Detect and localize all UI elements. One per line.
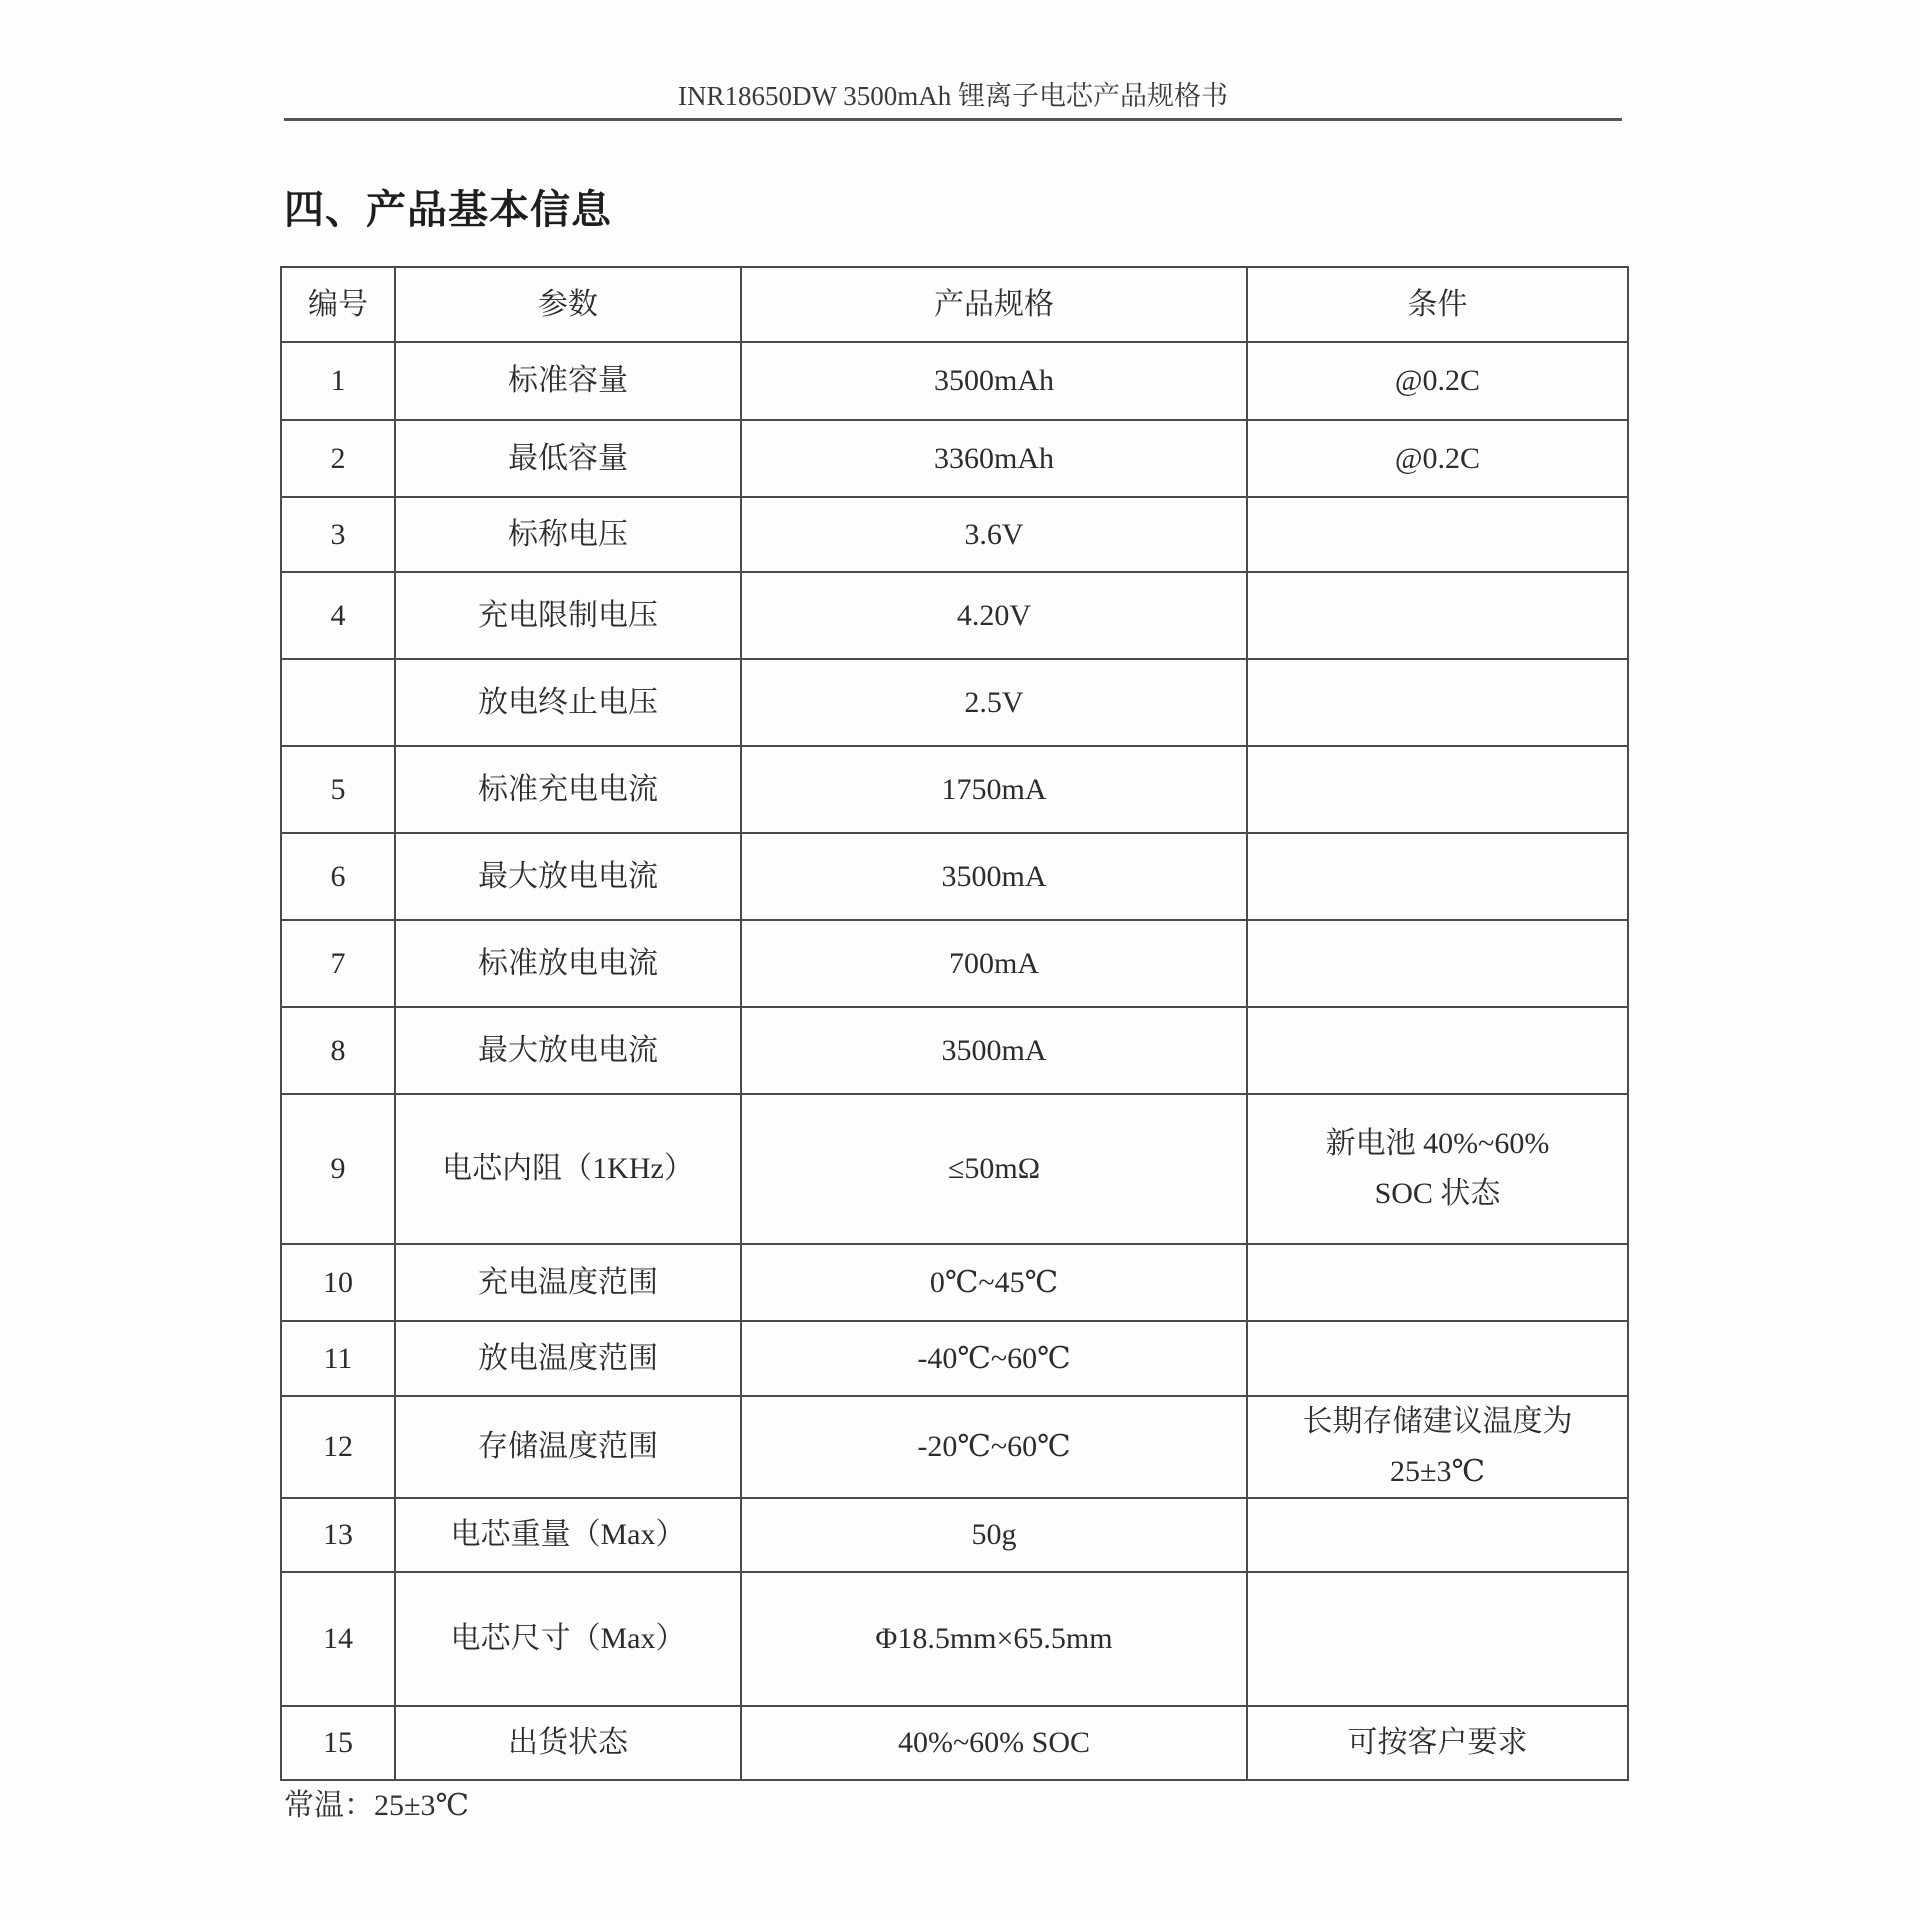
cell-spec: 700mA [741, 920, 1247, 1007]
cell-spec: -20℃~60℃ [741, 1396, 1247, 1498]
table-row [281, 342, 1628, 420]
cell-param: 标准充电电流 [395, 746, 741, 833]
cell-cond [1247, 497, 1628, 572]
page-header: INR18650DW 3500mAh 锂离子电芯产品规格书 [284, 70, 1622, 121]
cell-no [281, 659, 395, 746]
cell-spec: -40℃~60℃ [741, 1321, 1247, 1396]
cell-param: 放电温度范围 [395, 1321, 741, 1396]
footnote: 常温：25±3℃ [284, 1789, 470, 1822]
cell-param: 标称电压 [395, 497, 741, 572]
table-row [281, 1572, 1628, 1706]
cell-no: 4 [281, 572, 395, 659]
cell-no: 6 [281, 833, 395, 920]
table-row [281, 1498, 1628, 1572]
cell-no: 12 [281, 1396, 395, 1498]
cell-cond [1247, 659, 1628, 746]
cell-spec: 2.5V [741, 659, 1247, 746]
cell-cond [1247, 746, 1628, 833]
section-title: 四、产品基本信息 [284, 187, 612, 233]
cell-cond [1247, 1572, 1628, 1706]
table-header-row [281, 267, 1628, 342]
table-row [281, 659, 1628, 746]
cell-cond [1247, 1396, 1628, 1498]
cell-spec: Φ18.5mm×65.5mm [741, 1572, 1247, 1706]
cell-no: 15 [281, 1706, 395, 1780]
cell-spec: 3360mAh [741, 420, 1247, 497]
cell-param: 最大放电电流 [395, 1007, 741, 1094]
cell-spec: 3500mAh [741, 342, 1247, 420]
cell-no: 9 [281, 1094, 395, 1244]
cell-param: 标准放电电流 [395, 920, 741, 1007]
column-header-spec: 产品规格 [741, 267, 1247, 342]
table-row [281, 1007, 1628, 1094]
table-row [281, 1396, 1628, 1498]
cell-no: 8 [281, 1007, 395, 1094]
cell-spec: ≤50mΩ [741, 1094, 1247, 1244]
cell-cond [1247, 572, 1628, 659]
cell-spec: 40%~60% SOC [741, 1706, 1247, 1780]
cell-cond-line: 25±3℃ [1389, 1455, 1486, 1488]
cell-cond [1247, 1007, 1628, 1094]
spec-table [280, 266, 1629, 1781]
cell-no: 13 [281, 1498, 395, 1572]
cell-param: 放电终止电压 [395, 659, 741, 746]
cell-cond: @0.2C [1247, 342, 1628, 420]
cell-param: 电芯尺寸（Max） [395, 1572, 741, 1706]
cell-spec: 3500mA [741, 833, 1247, 920]
cell-spec: 3.6V [741, 497, 1247, 572]
table-row [281, 1321, 1628, 1396]
cell-spec: 50g [741, 1498, 1247, 1572]
table-row [281, 420, 1628, 497]
cell-no: 5 [281, 746, 395, 833]
cell-cond: 可按客户要求 [1247, 1706, 1628, 1780]
cell-param: 充电限制电压 [395, 572, 741, 659]
cell-no: 7 [281, 920, 395, 1007]
cell-cond [1247, 833, 1628, 920]
cell-cond-line: 新电池 40%~60% [1325, 1127, 1550, 1160]
cell-cond: @0.2C [1247, 420, 1628, 497]
cell-spec: 1750mA [741, 746, 1247, 833]
cell-no: 11 [281, 1321, 395, 1396]
cell-no: 10 [281, 1244, 395, 1321]
table-row [281, 497, 1628, 572]
cell-param: 标准容量 [395, 342, 741, 420]
table-row [281, 1094, 1628, 1244]
cell-spec: 3500mA [741, 1007, 1247, 1094]
cell-param: 最低容量 [395, 420, 741, 497]
cell-cond [1247, 1244, 1628, 1321]
cell-no: 2 [281, 420, 395, 497]
table-row [281, 572, 1628, 659]
table-row [281, 1244, 1628, 1321]
cell-no: 3 [281, 497, 395, 572]
column-header-no: 编号 [281, 267, 395, 342]
table-row [281, 1706, 1628, 1780]
cell-cond [1247, 1498, 1628, 1572]
cell-spec: 0℃~45℃ [741, 1244, 1247, 1321]
cell-cond-line: SOC 状态 [1374, 1177, 1501, 1210]
cell-param: 出货状态 [395, 1706, 741, 1780]
cell-no: 1 [281, 342, 395, 420]
cell-spec: 4.20V [741, 572, 1247, 659]
cell-no: 14 [281, 1572, 395, 1706]
cell-cond [1247, 1094, 1628, 1244]
cell-param: 最大放电电流 [395, 833, 741, 920]
cell-cond-line: 长期存储建议温度为 [1302, 1405, 1573, 1438]
cell-param: 存储温度范围 [395, 1396, 741, 1498]
table-row [281, 746, 1628, 833]
cell-param: 电芯重量（Max） [395, 1498, 741, 1572]
table-row [281, 920, 1628, 1007]
column-header-param: 参数 [395, 267, 741, 342]
cell-cond [1247, 920, 1628, 1007]
cell-param: 电芯内阻（1KHz） [395, 1094, 741, 1244]
cell-param: 充电温度范围 [395, 1244, 741, 1321]
column-header-cond: 条件 [1247, 267, 1628, 342]
cell-cond [1247, 1321, 1628, 1396]
table-row [281, 833, 1628, 920]
